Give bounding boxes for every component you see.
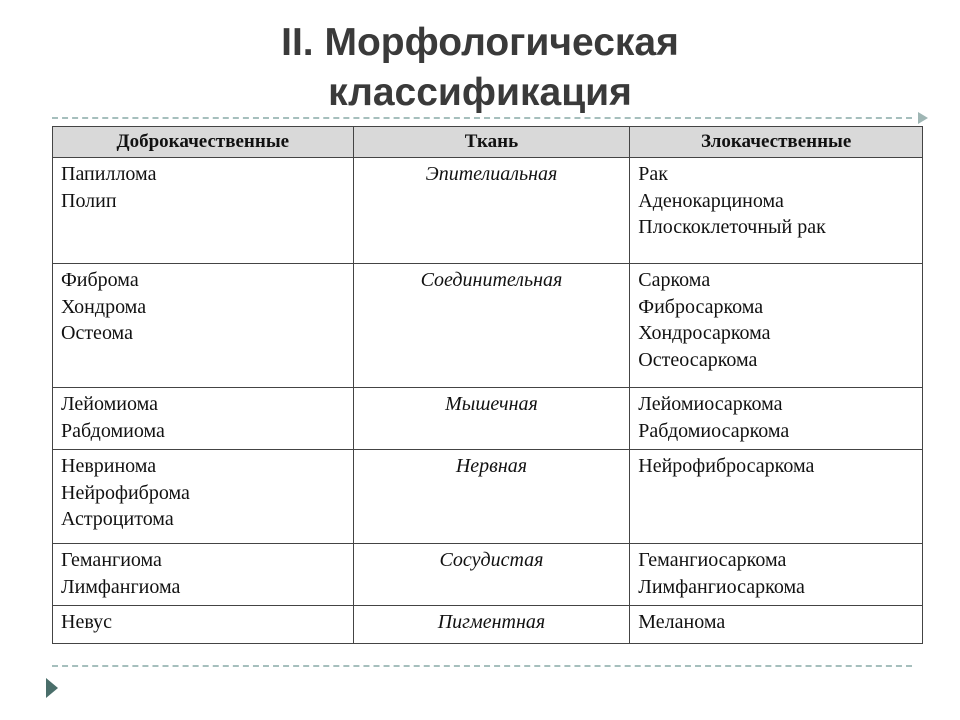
table-row: [53, 388, 923, 450]
header-benign: Доброкачественные: [53, 127, 354, 158]
tissue-cell: Нервная: [353, 450, 630, 544]
malignant-item: Лейомиосаркома: [638, 393, 783, 415]
table-header-row: [53, 127, 923, 158]
table-row: [53, 450, 923, 544]
tissue-cell: Мышечная: [353, 388, 630, 450]
malignant-cell: [630, 606, 923, 644]
top-divider: [52, 117, 912, 119]
benign-item: Лимфангиома: [61, 575, 181, 598]
malignant-cell: [630, 544, 923, 606]
benign-item: Астроцитома: [61, 508, 174, 530]
malignant-item: Фибросаркома: [638, 295, 764, 318]
benign-item: Фиброма: [61, 269, 139, 291]
benign-item: Остеома: [61, 322, 133, 344]
benign-item: Невринома: [61, 455, 157, 477]
malignant-item: Гемангиосаркома: [638, 549, 787, 571]
nav-arrow-icon[interactable]: [46, 678, 58, 698]
benign-item: Полип: [61, 189, 117, 212]
header-tissue: Ткань: [353, 127, 630, 158]
table-row: [53, 264, 923, 388]
malignant-cell: [630, 388, 923, 450]
benign-cell: [53, 388, 354, 450]
malignant-item: Нейрофибросаркома: [638, 455, 815, 477]
benign-cell: [53, 264, 354, 388]
benign-item: Лейомиома: [61, 393, 159, 415]
malignant-cell: [630, 158, 923, 264]
benign-item: Гемангиома: [61, 549, 162, 571]
table-row: [53, 606, 923, 644]
classification-table: [52, 126, 923, 644]
malignant-item: Плоскоклеточный рак: [638, 216, 826, 238]
benign-item: Папиллома: [61, 163, 157, 185]
tissue-cell: Сосудистая: [353, 544, 630, 606]
malignant-item: Остеосаркома: [638, 348, 758, 371]
benign-item: Невус: [61, 611, 112, 633]
slide-title-line-1: II. Морфологическая: [281, 21, 679, 64]
tissue-cell: Эпителиальная: [353, 158, 630, 264]
benign-cell: [53, 606, 354, 644]
benign-item: Нейрофиброма: [61, 481, 190, 504]
benign-cell: [53, 544, 354, 606]
slide-title: [0, 18, 960, 118]
divider-arrow-icon: [918, 112, 928, 124]
malignant-item: Лимфангиосаркома: [638, 575, 805, 598]
malignant-item: Хондросаркома: [638, 322, 771, 344]
malignant-item: Меланома: [638, 611, 726, 633]
benign-item: Хондрома: [61, 295, 147, 318]
bottom-divider: [52, 665, 912, 667]
tissue-cell: Соединительная: [353, 264, 630, 388]
malignant-item: Рабдомиосаркома: [638, 419, 790, 442]
malignant-cell: [630, 264, 923, 388]
table-row: [53, 544, 923, 606]
table-row: [53, 158, 923, 264]
tissue-cell: Пигментная: [353, 606, 630, 644]
malignant-cell: [630, 450, 923, 544]
benign-cell: [53, 450, 354, 544]
header-malignant: Злокачественные: [630, 127, 923, 158]
malignant-item: Саркома: [638, 269, 711, 291]
benign-item: Рабдомиома: [61, 419, 165, 442]
malignant-item: Аденокарцинома: [638, 189, 784, 212]
benign-cell: [53, 158, 354, 264]
slide-title-line-2: классификация: [328, 71, 632, 114]
malignant-item: Рак: [638, 163, 668, 185]
